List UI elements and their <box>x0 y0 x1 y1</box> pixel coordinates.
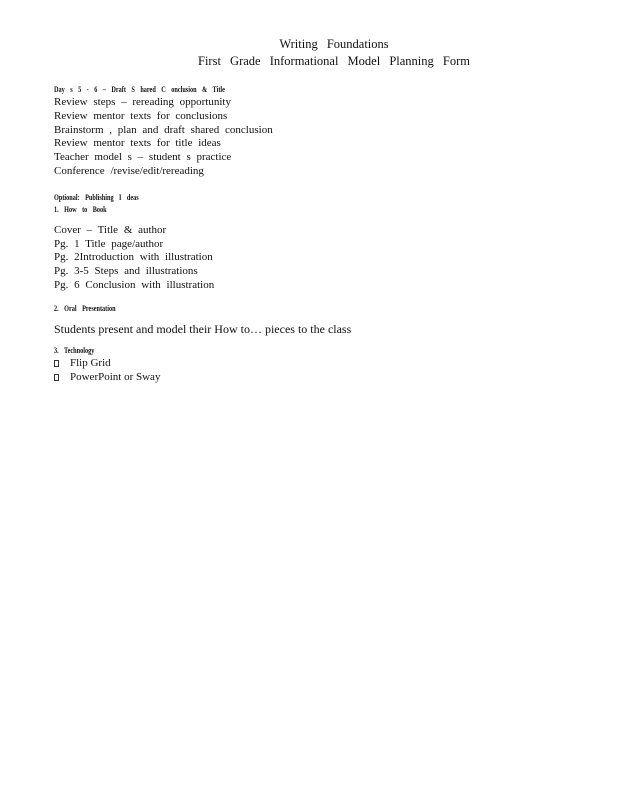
optional-heading: Optional: Publishing I deas <box>54 192 139 202</box>
technology-heading: 3. Technology <box>54 345 95 355</box>
book-page-line: Pg. 2Introduction with illustration <box>54 251 213 264</box>
title-line-1: Writing Foundations <box>279 37 389 51</box>
days-line: Review mentor texts for conclusions <box>54 109 228 122</box>
checkbox-bullet-icon <box>54 374 59 381</box>
technology-item-label: PowerPoint or Sway <box>70 370 161 383</box>
document-title <box>0 36 618 70</box>
how-to-book-heading: 1. How to Book <box>54 204 107 214</box>
book-page-line: Pg. 6 Conclusion with illustration <box>54 278 215 291</box>
technology-item-label: Flip Grid <box>70 356 111 369</box>
days-line: Conference /revise/edit/rereading <box>54 164 204 177</box>
checkbox-bullet-icon <box>54 360 59 367</box>
oral-description: Students present and model their How to… pieces to the class <box>54 321 352 336</box>
days-line: Teacher model s – student s practice <box>54 151 232 164</box>
oral-heading: 2. Oral Presentation <box>54 303 116 313</box>
technology-section <box>54 345 594 385</box>
days-line: Review steps – rereading opportunity <box>54 96 231 108</box>
days-line: Review mentor texts for title ideas <box>54 137 221 150</box>
document-body <box>54 84 594 384</box>
technology-item <box>54 371 594 385</box>
optional-section <box>54 192 594 293</box>
oral-section <box>54 303 594 337</box>
days-section <box>54 84 594 179</box>
book-page-line: Pg. 1 Title page/author <box>54 237 164 250</box>
days-line: Brainstorm , plan and draft shared conclusion <box>54 123 273 136</box>
technology-item <box>54 357 594 371</box>
book-page-line: Cover – Title & author <box>54 223 167 236</box>
days-heading: Day s 5 - 6 – Draft S hared C onclusion & Title <box>54 85 225 94</box>
book-page-line: Pg. 3-5 Steps and illustrations <box>54 265 198 278</box>
title-line-2: First Grade Informational Model Planning Form <box>198 54 470 68</box>
